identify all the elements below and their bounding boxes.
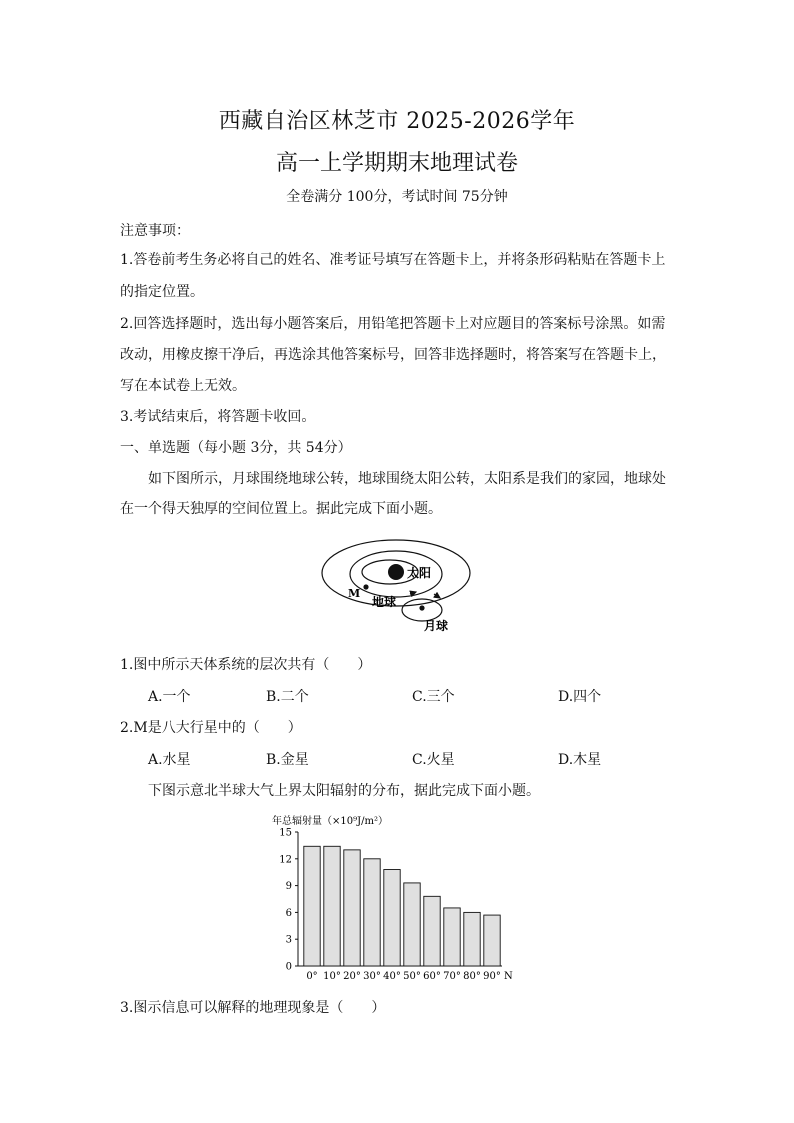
mercury-dot [363,584,368,589]
x-tick-label: 80° [463,971,481,982]
bar [304,846,320,966]
q2-option-c[interactable]: C.火星 [412,752,455,768]
q1-stem: 1.图中所示天体系统的层次共有（ ） [120,657,372,673]
exam-subtitle: 全卷满分 100分，考试时间 75分钟 [286,189,508,205]
chart-ylabel: 年总辐射量（×10⁹J/m²） [272,816,388,827]
q1-option-d[interactable]: D.四个 [558,689,602,705]
y-tick-label: 0 [285,961,292,973]
x-tick-label: 50° [403,971,421,982]
m-label: M [348,587,361,600]
x-tick-label: 90° [483,971,501,982]
bar [324,846,340,966]
x-tick-label: 30° [363,971,381,982]
x-tick-label: 20° [343,971,361,982]
q2-option-b[interactable]: B.金星 [266,752,309,768]
y-tick-label: 12 [279,854,292,866]
radiation-bar-chart [268,810,528,986]
exam-title-line1: 西藏自治区林芝市 2025-2026学年 [218,109,576,134]
orbit-diagram [318,538,478,638]
sun-label: 太阳 [407,566,432,580]
bar [464,912,480,966]
intro-1-line2: 在一个得天独厚的空间位置上。据此完成下面小题。 [120,501,442,517]
note-2-line1: 2.回答选择题时，选出每小题答案后，用铅笔把答题卡上对应题目的答案标号涂黑。如需 [120,316,666,332]
q1-option-a[interactable]: A.一个 [148,689,191,705]
intro-1-line1: 如下图所示，月球围绕地球公转，地球围绕太阳公转，太阳系是我们的家园，地球处 [148,471,666,487]
bar [484,915,500,966]
x-tick-label: 40° [383,971,401,982]
notes-heading: 注意事项： [120,223,190,239]
x-tick-label: 0° [306,971,318,982]
moon-label: 月球 [424,619,449,633]
x-tick-label: 70° [443,971,461,982]
note-1-line1: 1.答卷前考生务必将自己的姓名、准考证号填写在答题卡上，并将条形码粘贴在答题卡上 [120,252,666,268]
earth-label: 地球 [372,595,397,609]
note-2-line3: 写在本试卷上无效。 [120,378,246,394]
y-tick-label: 9 [285,881,292,893]
earth-dot [419,605,424,610]
q2-stem: 2.M是八大行星中的（ ） [120,720,302,736]
bar [384,870,400,966]
q2-option-a[interactable]: A.水星 [148,752,191,768]
q3-stem: 3.图示信息可以解释的地理现象是（ ） [120,1000,386,1016]
note-2-line2: 改动，用橡皮擦干净后，再选涂其他答案标号，回答非选择题时，将答案写在答题卡上， [120,347,666,363]
bar [424,896,440,966]
bar [344,850,360,966]
sun-icon [388,564,404,580]
y-tick-label: 15 [279,827,292,839]
bar [404,883,420,966]
exam-title-line2: 高一上学期期末地理试卷 [275,151,518,176]
y-tick-label: 6 [285,907,292,919]
x-tick-label: 10° [323,971,341,982]
q1-option-b[interactable]: B.二个 [266,689,309,705]
bar [364,859,380,966]
x-unit-label: N [504,971,513,982]
bar [444,908,460,966]
q1-option-c[interactable]: C.三个 [412,689,455,705]
q2-option-d[interactable]: D.木星 [558,752,602,768]
y-tick-label: 3 [285,934,292,946]
x-tick-label: 60° [423,971,441,982]
section-heading: 一、单选题（每小题 3分，共 54分） [120,440,352,456]
note-1-line2: 的指定位置。 [120,284,204,300]
intro-2: 下图示意北半球大气上界太阳辐射的分布，据此完成下面小题。 [148,783,540,799]
note-3: 3.考试结束后，将答题卡收回。 [120,409,316,425]
